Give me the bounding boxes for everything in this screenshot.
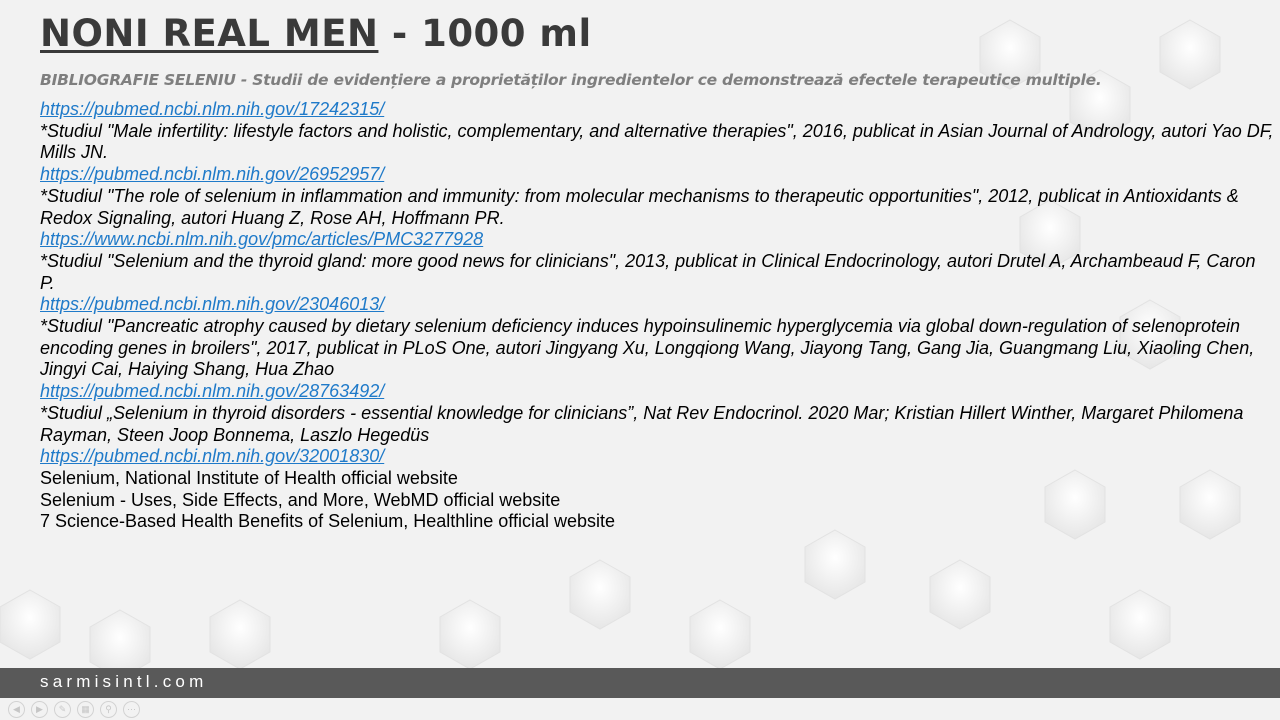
reference-source: Selenium, National Institute of Health official website	[40, 467, 458, 488]
reference-citation: *Studiul "Male infertility: lifestyle factors and holistic, complementary, and alternative therapies", 2016, publicat in Asian Journal of Andrology, autori Yao DF, Mills JN.	[40, 120, 1274, 163]
next-icon[interactable]: ▶	[31, 701, 48, 718]
reference-citation: *Studiul "The role of selenium in inflammation and immunity: from molecular mechanisms to therapeutic opportunities", 2012, publicat in Antioxidants & Redox Signaling, autori Huang Z, Rose AH, Hoffmann PR.	[40, 185, 1239, 228]
reference-link[interactable]: https://pubmed.ncbi.nlm.nih.gov/23046013/	[40, 294, 385, 315]
slides-icon[interactable]: ▦	[77, 701, 94, 718]
reference-link[interactable]: https://pubmed.ncbi.nlm.nih.gov/26952957/	[40, 164, 385, 185]
reference-link[interactable]: https://pubmed.ncbi.nlm.nih.gov/28763492/	[40, 381, 385, 402]
product-volume: - 1000 ml	[378, 12, 592, 55]
reference-link[interactable]: https://pubmed.ncbi.nlm.nih.gov/17242315/	[40, 99, 385, 119]
reference-citation: *Studiul "Pancreatic atrophy caused by dietary selenium deficiency induces hypoinsulinemic hyperglycemia via global down-regulation of selenoprotein encoding genes in broilers", 2017, publicat in PLoS One, autori Jingyang Xu, Longqiong Wang, Jiayong Tang, Gang Jia, Guangmang Liu, Xiaoling Chen, Jingyi Cai, Haiying Shang, Hua Zhao	[40, 316, 1255, 380]
zoom-icon[interactable]: ⚲	[100, 701, 117, 718]
slide-title	[40, 12, 592, 55]
reference-citation: *Studiul "Selenium and the thyroid gland: more good news for clinicians", 2013, publicat in Clinical Endocrinology, autori Drutel A, Archambeaud F, Caron P.	[40, 250, 1256, 293]
product-name: NONI REAL MEN	[40, 12, 379, 55]
footer-bar	[0, 668, 1280, 698]
slide-subtitle: BIBLIOGRAFIE SELENIU - Studii de evidențiere a proprietăților ingredientelor ce demonstrează efectele terapeutice multiple.	[40, 71, 1102, 89]
pen-icon[interactable]: ✎	[54, 701, 71, 718]
more-icon[interactable]: ⋯	[123, 701, 140, 718]
reference-link[interactable]: https://pubmed.ncbi.nlm.nih.gov/32001830/	[40, 446, 385, 467]
reference-link[interactable]: https://www.ncbi.nlm.nih.gov/pmc/articles/PMC3277928	[40, 229, 484, 250]
previous-icon[interactable]: ◀	[8, 701, 25, 718]
website-label: sarmisintl.com	[40, 672, 208, 691]
reference-citation: *Studiul „Selenium in thyroid disorders - essential knowledge for clinicians”, Nat Rev Endocrinol. 2020 Mar; Kristian Hillert Winther, Margaret Philomena Rayman, Steen Joop Bonnema, Laszlo Hegedüs	[40, 402, 1244, 445]
reference-source: 7 Science-Based Health Benefits of Selenium, Healthline official website	[40, 511, 615, 532]
bibliography-list	[40, 99, 1275, 533]
reference-source: Selenium - Uses, Side Effects, and More, WebMD official website	[40, 489, 561, 510]
slideshow-controls	[0, 698, 140, 720]
